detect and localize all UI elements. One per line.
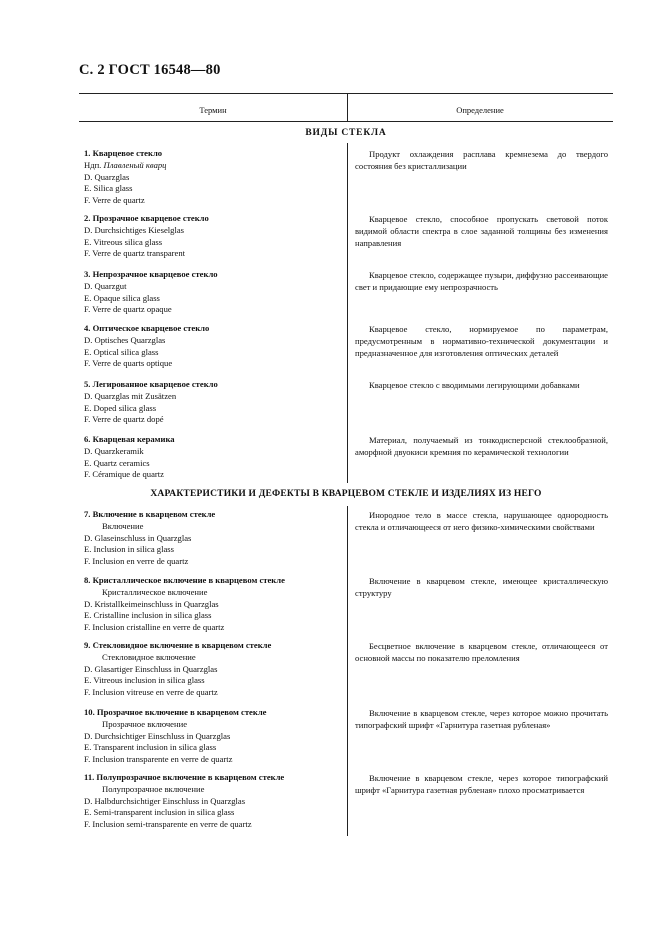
term-line-fr: F. Inclusion transparente en verre de quartz (84, 754, 233, 765)
term-line-de: D. Kristallkeimeinschluss in Quarzglas (84, 598, 219, 609)
definition-3: Кварцевое стекло, содержащее пузыри, диффузно рассеивающие свет и придающие ему непрозрачность (355, 270, 608, 293)
definition-9: Бесцветное включение в кварцевом стекле, отличающееся от основной массы по показателю преломления (355, 641, 608, 664)
term-line-fr: F. Céramique de quartz (84, 469, 164, 480)
term-line-de: D. Halbdurchsichtiger Einschluss in Quarzglas (84, 795, 246, 806)
term-line-de: D. Durchsichtiges Kieselglas (84, 224, 184, 235)
term-line-fr: F. Verre de quarts optique (84, 358, 173, 369)
column-header-definition: Определение (456, 105, 504, 115)
definition-2: Кварцевое стекло, способное пропускать световой поток видимой области спектра в слое заданной толщины без изменения направления (355, 214, 608, 249)
term-line-en: E. Vitreous inclusion in silica glass (84, 675, 205, 686)
term-line-de: D. Glasartiger Einschluss in Quarzglas (84, 663, 218, 674)
term-line-en: E. Inclusion in silica glass (84, 544, 174, 555)
term-title: 1. Кварцевое стекло (84, 148, 163, 158)
term-line-fr: F. Inclusion en verre de quartz (84, 556, 189, 567)
term-entry-2 (84, 213, 342, 260)
term-title: 2. Прозрачное кварцевое стекло (84, 213, 209, 223)
definition-8: Включение в кварцевом стекле, имеющее кристаллическую структуру (355, 576, 608, 599)
term-line-de: D. Optisches Quarzglas (84, 334, 166, 345)
column-header-term: Термин (199, 105, 227, 115)
term-entry-6 (84, 434, 342, 481)
term-line-fr: F. Inclusion semi-transparente en verre de quartz (84, 819, 252, 830)
term-line-en: E. Cristalline inclusion in silica glass (84, 610, 212, 621)
term-entry-8 (84, 575, 342, 634)
term-line-short: Прозрачное включение (102, 718, 188, 729)
term-line-de: D. Quarzkeramik (84, 445, 144, 456)
term-line-fr: F. Inclusion vitreuse en verre de quartz (84, 687, 218, 698)
term-line-deprecated: Ндп. Плавленый кварц (84, 159, 167, 170)
section-title-characteristics: ХАРАКТЕРИСТИКИ И ДЕФЕКТЫ В КВАРЦЕВОМ СТЕКЛЕ И ИЗДЕЛИЯХ ИЗ НЕГО (150, 489, 542, 499)
term-entry-9 (84, 640, 342, 699)
definition-5: Кварцевое стекло с вводимыми легирующими добавками (369, 380, 580, 390)
term-entry-11 (84, 772, 342, 831)
column-divider-2 (347, 506, 348, 836)
definition-6: Материал, получаемый из тонкодисперсной стеклообразной, аморфной двуокиси кремния по керамической технологии (355, 435, 608, 458)
term-title: 11. Полупрозрачное включение в кварцевом стекле (84, 772, 285, 782)
term-entry-4 (84, 323, 342, 370)
term-line-de: D. Quarzglas (84, 171, 130, 182)
definition-1: Продукт охлаждения расплава кремнезема до твердого состояния без кристаллизации (355, 149, 608, 172)
term-title: 3. Непрозрачное кварцевое стекло (84, 269, 218, 279)
column-divider-1 (347, 143, 348, 483)
term-line-fr: F. Verre de quartz transparent (84, 248, 186, 259)
term-line-short: Включение (102, 520, 144, 531)
term-line-en: E. Opaque silica glass (84, 292, 160, 303)
term-line-en: E. Semi-transparent inclusion in silica glass (84, 807, 235, 818)
definition-7: Инородное тело в массе стекла, нарушающее однородность стекла и отличающееся от него физико-химическими свойствами (355, 510, 608, 533)
term-line-short: Полупрозрачное включение (102, 783, 205, 794)
page-header: С. 2 ГОСТ 16548—80 (79, 62, 221, 78)
term-entry-1 (84, 148, 342, 207)
term-title: 7. Включение в кварцевом стекле (84, 509, 216, 519)
term-line-fr: F. Verre de quartz (84, 195, 145, 206)
definition-11: Включение в кварцевом стекле, через которое типографский шрифт «Гарнитура газетная рубленая» плохо просматривается (355, 773, 608, 796)
term-title: 8. Кристаллическое включение в кварцевом стекле (84, 575, 285, 585)
term-line-en: E. Vitreous silica glass (84, 236, 163, 247)
table-top-rule (79, 93, 613, 94)
definition-10: Включение в кварцевом стекле, через которое можно прочитать типографский шрифт «Гарнитура газетная рубленая» (355, 708, 608, 731)
header-bottom-rule (79, 121, 613, 122)
term-title: 9. Стекловидное включение в кварцевом стекле (84, 640, 272, 650)
term-entry-7 (84, 509, 342, 568)
term-title: 4. Оптическое кварцевое стекло (84, 323, 210, 333)
term-entry-3 (84, 269, 342, 316)
term-line-short: Стекловидное включение (102, 651, 196, 662)
term-line-en: E. Optical silica glass (84, 346, 159, 357)
term-title: 6. Кварцевая керамика (84, 434, 175, 444)
term-line-de: D. Quarzgut (84, 280, 127, 291)
term-line-en: E. Silica glass (84, 183, 133, 194)
term-line-de: D. Quarzglas mit Zusätzen (84, 390, 177, 401)
term-entry-5 (84, 379, 342, 426)
term-line-fr: F. Inclusion cristalline en verre de quartz (84, 622, 225, 633)
term-line-de: D. Glaseinschluss in Quarzglas (84, 532, 192, 543)
term-entry-10 (84, 707, 342, 766)
term-line-fr: F. Verre de quartz opaque (84, 304, 172, 315)
term-line-en: E. Doped silica glass (84, 402, 157, 413)
term-line-en: E. Transparent inclusion in silica glass (84, 742, 217, 753)
term-title: 5. Легированное кварцевое стекло (84, 379, 218, 389)
term-line-de: D. Durchsichtiger Einschluss in Quarzglas (84, 730, 231, 741)
term-line-fr: F. Verre de quartz dopé (84, 414, 164, 425)
term-line-short: Кристаллическое включение (102, 586, 208, 597)
definition-4: Кварцевое стекло, нормируемое по параметрам, предусмотренным в нормативно-технической документации и предназначенное для изготовления оптических деталей (355, 324, 608, 359)
term-title: 10. Прозрачное включение в кварцевом стекле (84, 707, 267, 717)
term-line-en: E. Quartz ceramics (84, 457, 150, 468)
section-title-glass-types: ВИДЫ СТЕКЛА (305, 128, 387, 138)
